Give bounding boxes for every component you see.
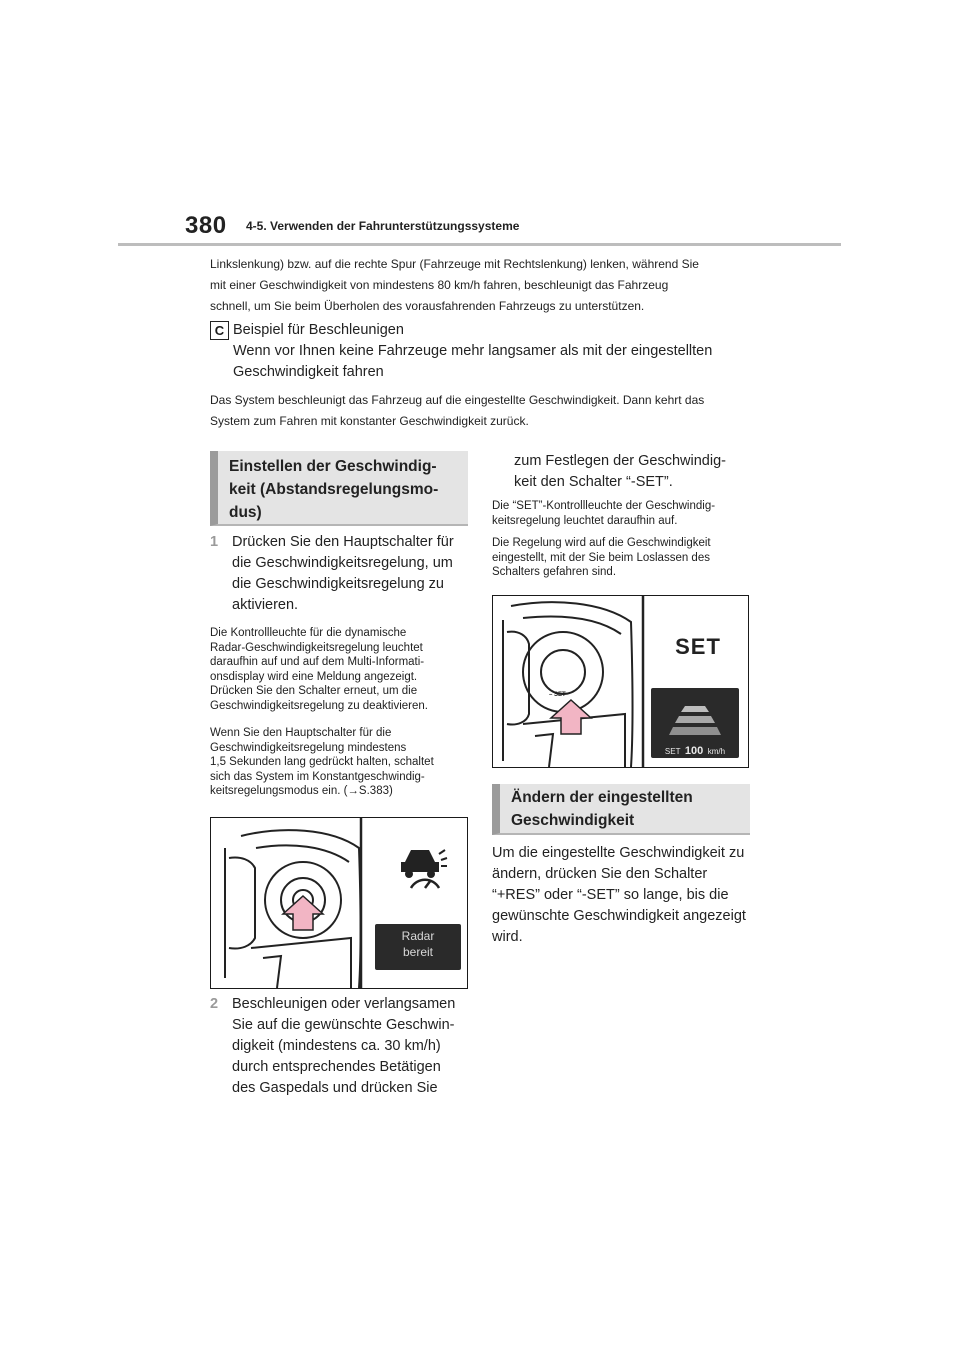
- steering-rim-inner: [523, 617, 621, 634]
- intro-line: schnell, um Sie beim Überholen des vorausfahrenden Fahrzeugs zu unterstützen.: [210, 299, 645, 313]
- note-line: daraufhin auf und auf dem Multi-Informati-: [210, 656, 425, 668]
- header-divider: [118, 243, 841, 246]
- note-line: Die Kontrollleuchte für die dynamische: [210, 627, 407, 639]
- heading-set-speed: [210, 451, 468, 526]
- display-line: Radar: [401, 929, 435, 943]
- step-line: zum Festlegen der Geschwindig-: [514, 453, 726, 469]
- switch-label: – SET: [549, 692, 566, 698]
- step-line: Drücken Sie den Hauptschalter für: [232, 534, 454, 550]
- heading-set-speed-text: [229, 455, 438, 524]
- lower-button: [535, 734, 553, 767]
- heading-change-speed: [492, 784, 750, 835]
- note-line: Geschwindigkeitsregelung zu deaktivieren.: [210, 699, 428, 712]
- step-line: aktivieren.: [232, 597, 299, 613]
- figure-set-switch: [492, 595, 749, 768]
- note-set-speed: [492, 536, 754, 580]
- note-line: 1,5 Sekunden lang gedrückt halten, schaltet: [210, 756, 434, 768]
- body-line: “+RES” oder “-SET” so lange, bis die: [492, 887, 729, 903]
- heading-line: Einstellen der Geschwindig-: [229, 458, 437, 475]
- lower-button: [263, 956, 281, 988]
- note-line: sich das System im Konstantgeschwindig-: [210, 770, 425, 783]
- step-line: des Gaspedals und drücken Sie: [232, 1080, 438, 1096]
- heading-line: keit (Abstandsregelungsmo-: [229, 481, 439, 498]
- step-2-continued: [514, 451, 754, 493]
- note-line: Wenn Sie den Hauptschalter für die: [210, 727, 392, 739]
- step-line: Beschleunigen oder verlangsamen: [232, 996, 456, 1012]
- note-line: Die “SET”-Kontrollleuchte der Geschwindig-: [492, 500, 716, 512]
- step-line: Sie auf die gewünschte Geschwin-: [232, 1017, 455, 1033]
- note-line: Radar-Geschwindigkeitsregelung leuchtet: [210, 641, 423, 654]
- figure-main-switch: [210, 817, 468, 989]
- step-line: die Geschwindigkeitsregelung, um: [232, 555, 453, 571]
- change-speed-body: [492, 843, 754, 948]
- heading-line: Ändern der eingestellten: [511, 789, 693, 806]
- step-number: 2: [210, 996, 219, 1012]
- radar-cruise-icon: [401, 850, 447, 888]
- heading-change-speed-text: [511, 786, 693, 832]
- note-line: keitsregelungsmodus ein. (→S.383): [210, 785, 393, 797]
- example-note-line: System zum Fahren mit konstanter Geschwindigkeit zurück.: [210, 414, 529, 428]
- step-line: digkeit (mindestens ca. 30 km/h): [232, 1038, 441, 1054]
- section-title: 4-5. Verwenden der Fahrunterstützungssysteme: [246, 219, 520, 233]
- steering-rim-inner: [256, 845, 349, 862]
- heading-line: Geschwindigkeit: [511, 812, 635, 829]
- display-speed-value: 100: [684, 745, 704, 757]
- example-text: [233, 320, 773, 383]
- example-note: [210, 390, 770, 432]
- step-line: keit den Schalter “-SET”.: [514, 474, 673, 490]
- note-indicator: [210, 626, 472, 713]
- note-line: Die Regelung wird auf die Geschwindigkeit: [492, 537, 711, 549]
- set-label: SET: [675, 634, 721, 659]
- example-title: Beispiel für Beschleunigen: [233, 322, 404, 338]
- intro-paragraph: [210, 254, 770, 317]
- steering-wheel-illustration: [211, 818, 467, 988]
- body-line: wird.: [492, 929, 523, 945]
- body-line: Um die eingestellte Geschwindigkeit zu: [492, 845, 745, 861]
- step-line: durch entsprechendes Betätigen: [232, 1059, 441, 1075]
- switch-dial: [541, 650, 585, 694]
- note-line: eingestellt, mit der Sie beim Loslassen des: [492, 551, 710, 564]
- note-set-indicator: [492, 499, 754, 528]
- note-line: keitsregelung leuchtet daraufhin auf.: [492, 514, 678, 527]
- display-set-text: SET: [664, 747, 681, 756]
- note-line: Drücken Sie den Schalter erneut, um die: [210, 685, 418, 697]
- note-constant-speed: [210, 726, 472, 799]
- step-2: [210, 994, 472, 1099]
- heading-line: dus): [229, 504, 262, 521]
- body-line: ändern, drücken Sie den Schalter: [492, 866, 708, 882]
- display-speed-readout: [651, 741, 739, 759]
- display-line: bereit: [402, 945, 434, 959]
- press-arrow-icon: [283, 896, 323, 930]
- note-line: onsdisplay wird eine Meldung angezeigt.: [210, 670, 418, 683]
- example-line: Geschwindigkeit fahren: [233, 364, 384, 380]
- spoke-outline: [507, 632, 529, 725]
- step-line: die Geschwindigkeitsregelung zu: [232, 576, 444, 592]
- example-line: Wenn vor Ihnen keine Fahrzeuge mehr langsamer als mit der eingestellten: [233, 343, 713, 359]
- step-1: [210, 532, 472, 616]
- switch-bezel: [523, 632, 603, 712]
- example-note-line: Das System beschleunigt das Fahrzeug auf die eingestellte Geschwindigkeit. Dann kehrt das: [210, 393, 705, 407]
- lower-spoke: [251, 938, 351, 988]
- page-number: 380: [185, 212, 227, 239]
- display-message: [375, 928, 461, 960]
- note-line: Geschwindigkeitsregelung mindestens: [210, 741, 407, 754]
- intro-line: mit einer Geschwindigkeit von mindestens 80 km/h fahren, beschleunigt das Fahrzeug: [210, 278, 669, 292]
- display-speed-unit: km/h: [707, 747, 726, 756]
- spoke-outline: [229, 857, 255, 948]
- example-label: C: [210, 321, 229, 340]
- note-line: Schalters gefahren sind.: [492, 566, 617, 578]
- body-line: gewünschte Geschwindigkeit angezeigt: [492, 908, 746, 924]
- intro-line: Linkslenkung) bzw. auf die rechte Spur (Fahrzeuge mit Rechtslenkung) lenken, während Sie: [210, 257, 699, 271]
- step-number: 1: [210, 534, 219, 550]
